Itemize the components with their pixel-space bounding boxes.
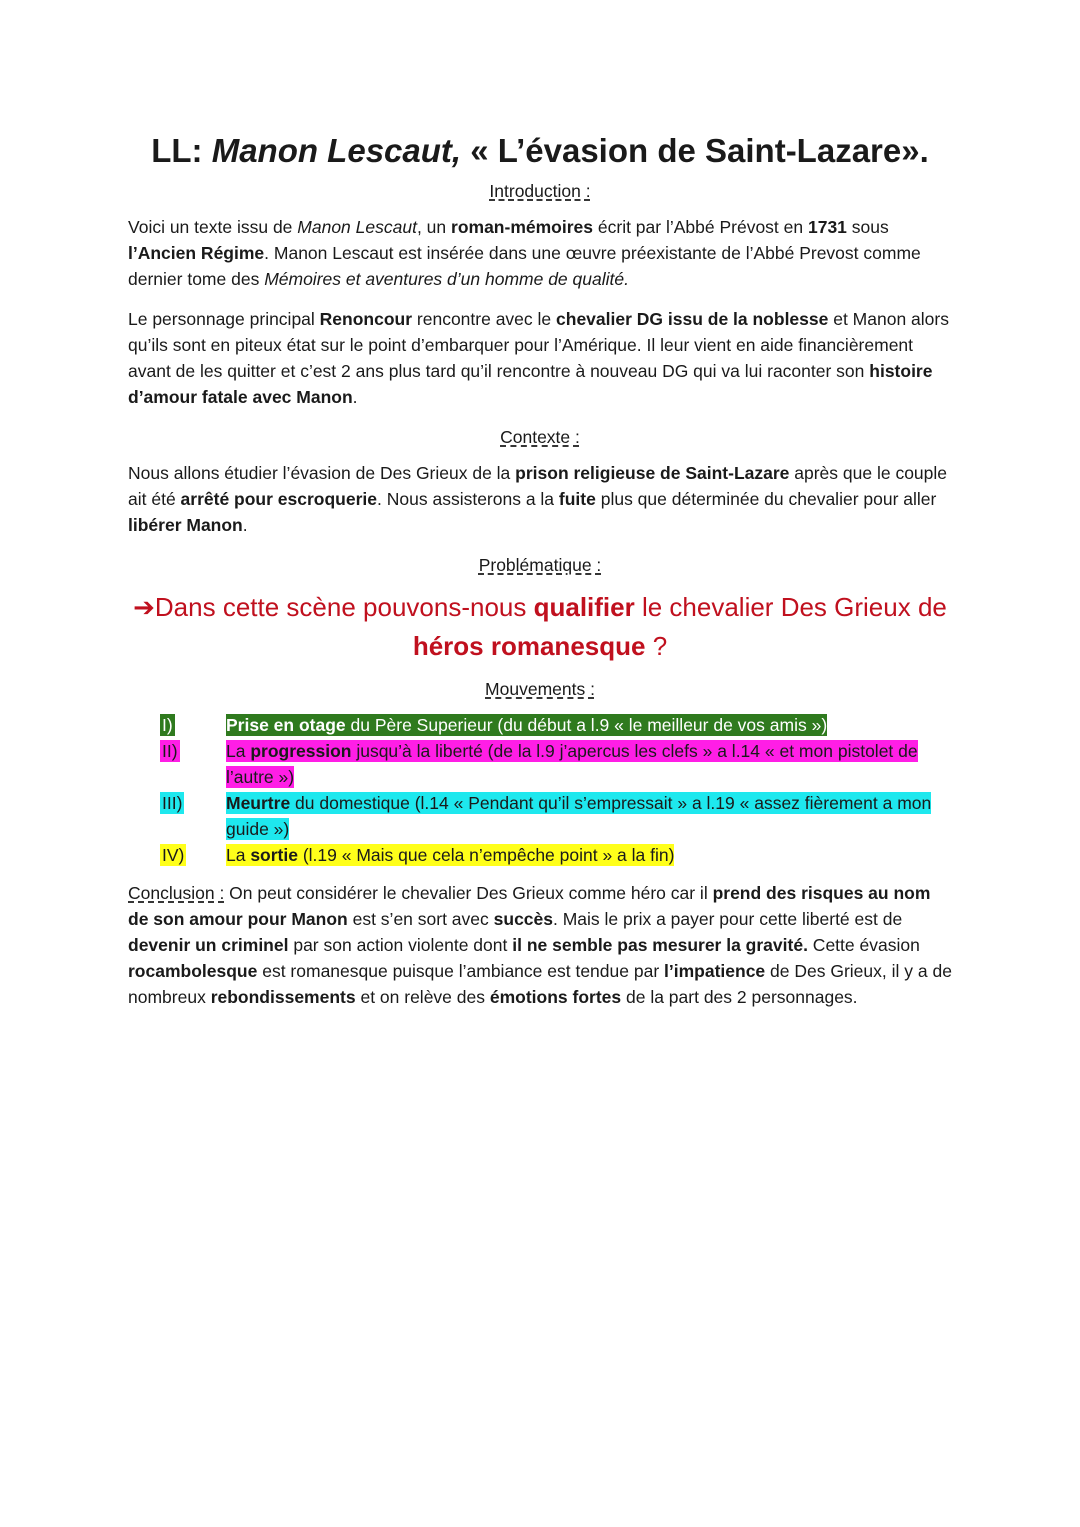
problematique-question: ➔Dans cette scène pouvons-nous qualifier le chevalier Des Grieux de héros romanesque ? xyxy=(133,592,947,661)
document-title xyxy=(128,128,952,174)
conclusion-paragraph: Conclusion : On peut considérer le chevalier Des Grieux comme héro car il prend des risques au nom de son amour pour Manon est s’en sort avec succès. Mais le prix a payer pour cette liberté est de devenir un criminel par son action violente dont il ne semble pas mesurer la gravité. Cette évasion rocambolesque est romanesque puisque l’ambiance est tendue par l’impatience de Des Grieux, il y a de nombreux rebondissements et on relève des émotions fortes de la part des 2 personnages. xyxy=(128,883,952,1007)
title-rest: « L’évasion de Saint-Lazare». xyxy=(461,132,929,169)
movement-text: La sortie (l.19 « Mais que cela n’empêche point » a la fin) xyxy=(226,845,675,865)
movement-number: II) xyxy=(162,741,178,761)
movement-item xyxy=(128,712,952,738)
introduction-paragraph-2: Le personnage principal Renoncour rencontre avec le chevalier DG issu de la noblesse et Manon alors qu’ils sont en piteux état sur le point d’embarquer pour l’Amérique. Il leur vient en aide financièrement avant de les quitter et c’est 2 ans plus tard qu’il rencontre à nouveau DG qui va lui raconter son histoire d’amour fatale avec Manon. xyxy=(128,309,949,407)
movement-item xyxy=(128,842,952,868)
problematique-heading: Problématique : xyxy=(478,555,602,575)
movement-number: III) xyxy=(162,793,183,813)
mouvements-heading: Mouvements : xyxy=(485,679,595,699)
contexte-heading: Contexte : xyxy=(500,427,580,447)
movement-text: Meurtre du domestique (l.14 « Pendant qu’il s’empressait » a l.19 « assez fièrement a mon guide ») xyxy=(226,793,932,839)
contexte-paragraph: Nous allons étudier l’évasion de Des Grieux de la prison religieuse de Saint-Lazare après que le couple ait été arrêté pour escroquerie. Nous assisterons a la fuite plus que déterminée du chevalier pour aller libérer Manon. xyxy=(128,463,948,535)
document-page xyxy=(128,128,952,1024)
movement-number: IV) xyxy=(162,845,185,865)
movement-number: I) xyxy=(162,715,173,735)
movement-text: La progression jusqu’à la liberté (de la l.9 j’apercus les clefs » a l.14 « et mon pistolet de l’autre ») xyxy=(226,741,918,787)
conclusion-label: Conclusion : xyxy=(128,883,225,903)
introduction-paragraph-1: Voici un texte issu de Manon Lescaut, un roman-mémoires écrit par l’Abbé Prévost en 1731 sous l’Ancien Régime. Manon Lescaut est insérée dans une œuvre préexistante de l’Abbé Prevost comme dernier tome des Mémoires et aventures d’un homme de qualité. xyxy=(128,217,921,289)
movement-item xyxy=(128,790,952,842)
arrow-right-icon: ➔ xyxy=(133,592,155,622)
movement-text: Prise en otage du Père Superieur (du début a l.9 « le meilleur de vos amis ») xyxy=(226,715,828,735)
title-prefix: LL: xyxy=(151,132,212,169)
introduction-heading: Introduction : xyxy=(489,181,591,201)
movement-item xyxy=(128,738,952,790)
mouvements-list xyxy=(128,712,952,868)
title-work: Manon Lescaut, xyxy=(211,132,462,169)
